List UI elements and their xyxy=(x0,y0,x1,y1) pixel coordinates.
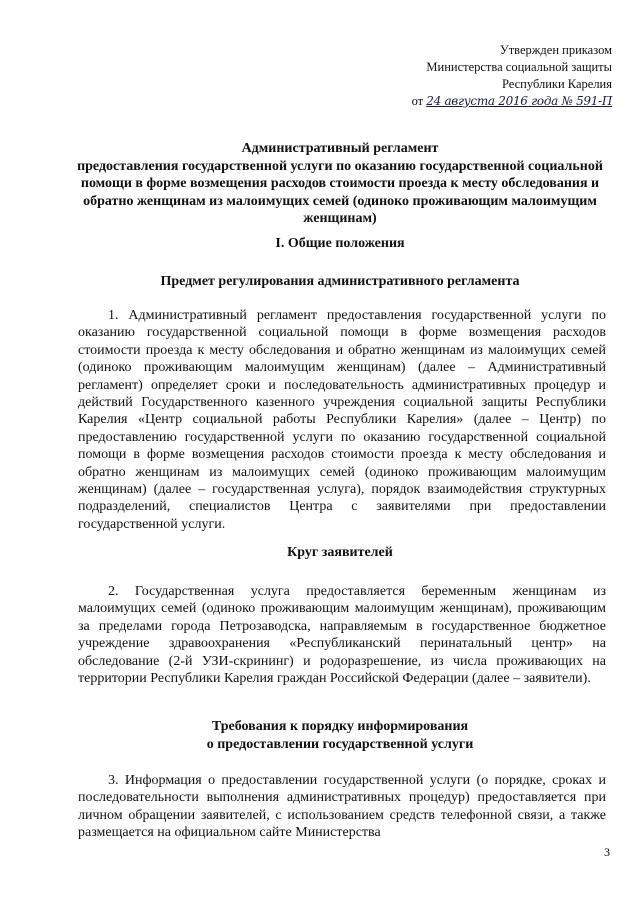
handwritten-date: 24 августа 2016 года № 591-П xyxy=(426,94,612,108)
section-heading-general: I. Общие положения xyxy=(275,236,405,251)
paragraph-2: 2. Государственная услуга предоставляется беременным женщинам из малоимущих семей (одиноко проживающим малоимущим женщинам), проживающим за пределами города Петрозаводска, направляемым в государственное бюджетное учреждение здравоохранения «Республиканский перинатальный центр» на обследование (2-й УЗИ-скрининг) и родоразрешение, из числа проживающих на территории Республики Карелия граждан Российской Федерации (далее – заявители). xyxy=(78,584,606,687)
heading-informing-line-2: о предоставлении государственной услуги xyxy=(206,736,474,752)
section-subheading-subject: Предмет регулирования административного регламента xyxy=(160,274,520,289)
approval-stamp xyxy=(372,42,612,110)
section-heading-informing xyxy=(70,718,610,753)
document-title xyxy=(70,140,610,228)
page-number: 3 xyxy=(604,845,610,859)
section-heading-applicants: Круг заявителей xyxy=(287,545,393,560)
heading-informing-line-1: Требования к порядку информирования xyxy=(211,719,469,734)
approval-line-3: Республики Карелия xyxy=(501,77,612,91)
approval-date-prefix: от xyxy=(411,94,424,108)
approval-line-2: Министерства социальной защиты xyxy=(426,60,612,74)
approval-date-line xyxy=(372,93,612,110)
paragraph-1: 1. Административный регламент предоставления государственной услуги по оказанию государственной социальной помощи в форме возмещения расходов стоимости проезда к месту обследования и обратно женщинам из малоимущих семей (одиноко проживающим малоимущим женщинам) (далее – Административный регламент) определяет сроки и последовательность административных процедур и действий Государственного казенного учреждения социальной защиты Республики Карелия «Центр социальной работы Республики Карелия» (далее – Центр) по предоставлению государственной услуги по оказанию государственной социальной помощи в форме возмещения расходов стоимости проезда к месту обследования и обратно женщинам из малоимущих семей (одиноко проживающим малоимущим женщинам) (далее – государственная услуга), порядок взаимодействия структурных подразделений, специалистов Центра с заявителями при предоставлении государственной услуги. xyxy=(78,308,606,532)
paragraph-3: 3. Информация о предоставлении государственной услуги (о порядке, сроках и последовательности выполнения административных процедур) предоставляется при личном обращении заявителей, с использованием средств телефонной связи, а также размещается на официальном сайте Министерства xyxy=(78,773,606,841)
approval-line-1: Утвержден приказом xyxy=(499,43,612,57)
title-line-1: Административный регламент xyxy=(241,141,439,156)
title-body: предоставления государственной услуги по оказанию государственной социальной помощи в форме возмещения расходов стоимости проезда к месту обследования и обратно женщинам из малоимущих семей (одиноко проживающим малоимущим женщинам) xyxy=(77,158,603,226)
